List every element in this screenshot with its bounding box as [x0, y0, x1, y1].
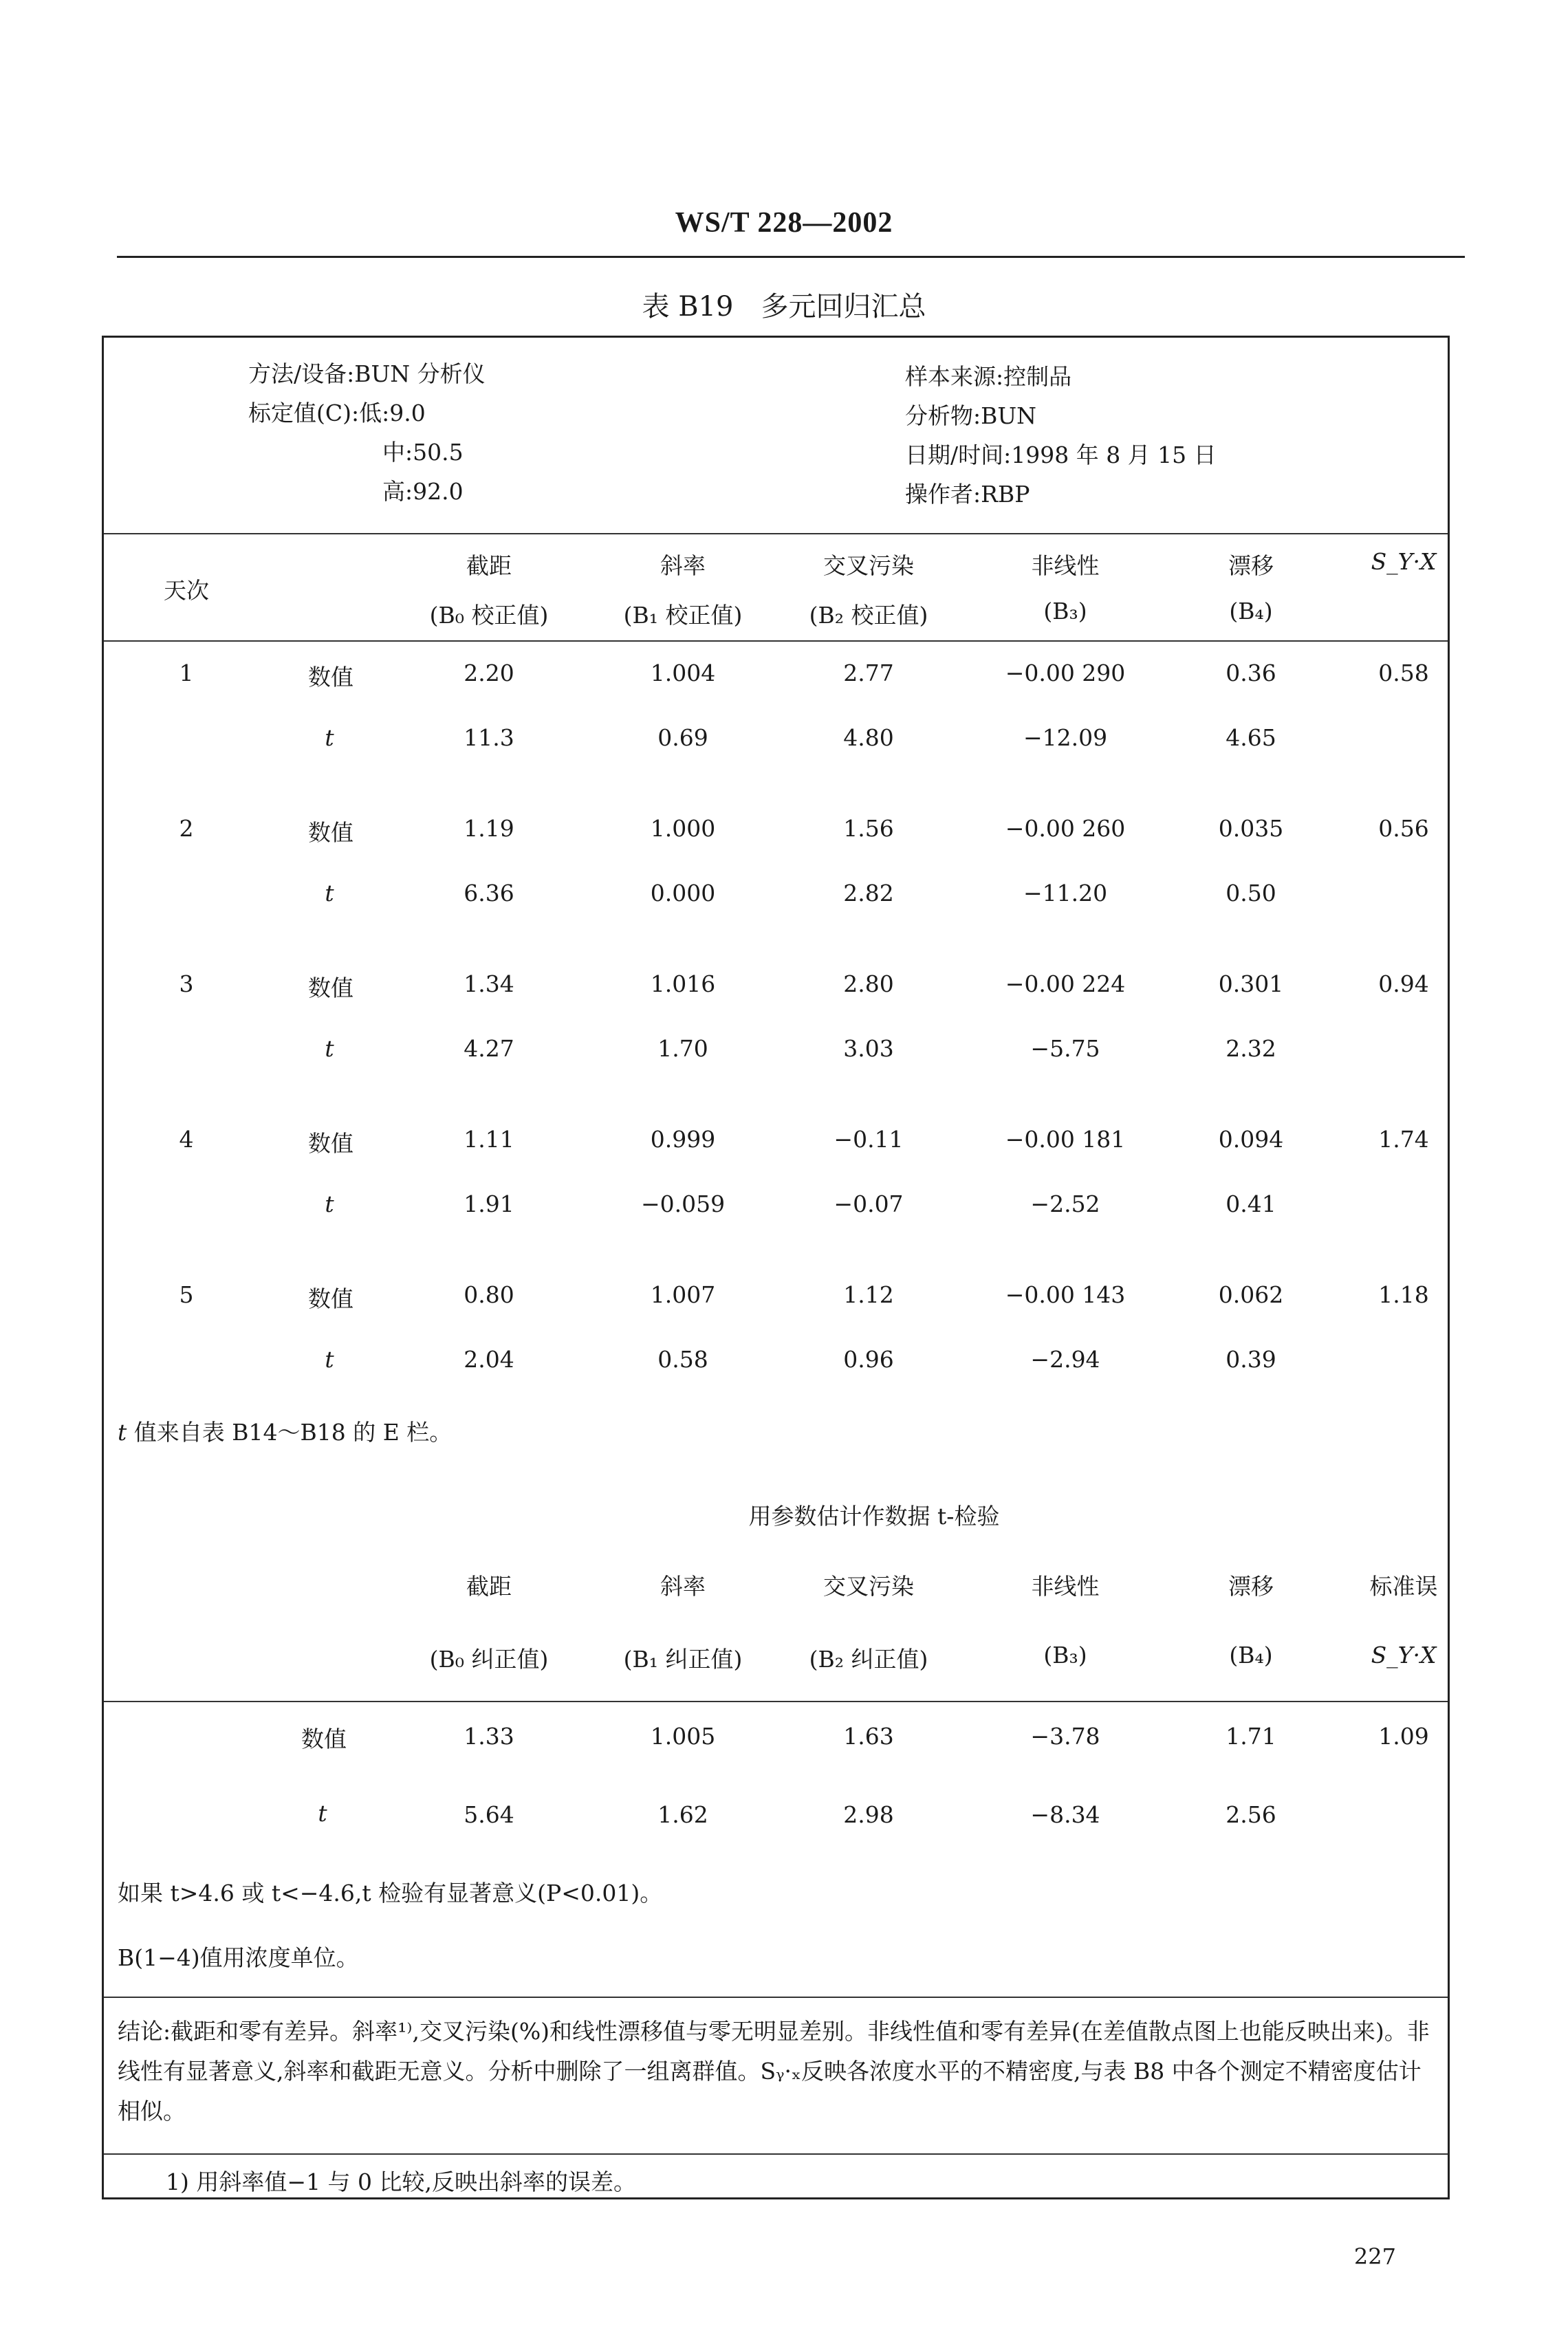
- table1-col-subheader-2: (B₂ 校正值): [809, 602, 928, 629]
- table1-row-label-value: 数值: [308, 819, 353, 846]
- table1-t-cell: 4.27: [464, 1035, 514, 1062]
- table1-value-cell: −0.00 260: [1005, 815, 1126, 842]
- meta-date: 日期/时间:1998 年 8 月 15 日: [905, 442, 1217, 468]
- table1-value-cell: 0.56: [1378, 815, 1429, 842]
- table1-value-cell: 2.80: [843, 970, 894, 997]
- table1-value-cell: 1.74: [1378, 1126, 1429, 1153]
- table1-t-cell: −5.75: [1030, 1035, 1100, 1062]
- table2-col-subheader-1: (B₁ 纠正值): [623, 1646, 743, 1673]
- table1-value-cell: 1.34: [464, 970, 514, 997]
- table1-row-label-t: t: [325, 1035, 334, 1062]
- table2-value-cell: 1.71: [1226, 1723, 1276, 1750]
- table1-col-header-3: 非线性: [1031, 552, 1100, 579]
- table2-t-cell: 2.98: [843, 1801, 894, 1828]
- table1-value-cell: 0.062: [1218, 1281, 1284, 1308]
- table2-t-cell: 1.62: [657, 1801, 708, 1828]
- meta-right: [905, 357, 1217, 514]
- meta-sample-source: 样本来源:控制品: [905, 363, 1072, 390]
- divider-table1-header: [104, 640, 1448, 642]
- table2-col-header-3: 非线性: [1031, 1573, 1100, 1600]
- table1-value-cell: 0.94: [1378, 970, 1429, 997]
- table2-value-cell: 1.63: [843, 1723, 894, 1750]
- table1-day-number: 3: [179, 970, 194, 997]
- table1-t-cell: 1.70: [657, 1035, 708, 1062]
- divider-footnote: [104, 2153, 1448, 2155]
- table1-col-subheader-3: (B₃): [1043, 598, 1087, 624]
- table2-col-header-2: 交叉污染: [823, 1573, 914, 1600]
- table1-row-label-t: t: [325, 880, 334, 906]
- table2-title: 用参数估计作数据 t-检验: [748, 1503, 1000, 1530]
- table1-t-cell: 0.69: [657, 724, 708, 751]
- table1-value-cell: −0.11: [834, 1126, 904, 1153]
- table2-col-header-1: 斜率: [660, 1573, 706, 1600]
- table2-value-cell: −3.78: [1030, 1723, 1100, 1750]
- page-header: WS/T 228—2002: [675, 207, 893, 239]
- table1-t-cell: 0.41: [1226, 1191, 1276, 1217]
- table2-value-cell: 1.33: [464, 1723, 514, 1750]
- table1-t-cell: −11.20: [1023, 880, 1108, 906]
- table1-row-label-value: 数值: [308, 664, 353, 691]
- meta-calibration-high: 高:92.0: [382, 478, 464, 505]
- table1-t-cell: −0.059: [640, 1191, 726, 1217]
- meta-calibration-mid: 中:50.5: [382, 439, 464, 466]
- table1-value-cell: 1.004: [650, 660, 716, 686]
- divider-meta: [104, 533, 1448, 534]
- table1-t-cell: 4.65: [1226, 724, 1276, 751]
- table1-value-cell: −0.00 224: [1005, 970, 1126, 997]
- table1-value-cell: 2.77: [843, 660, 894, 686]
- meta-analyte: 分析物:BUN: [905, 402, 1037, 429]
- table1-day-number: 5: [179, 1281, 194, 1308]
- footnote: 1) 用斜率值−1 与 0 比较,反映出斜率的误差。: [166, 2168, 636, 2195]
- table2-note-significance: 如果 t>4.6 或 t<−4.6,t 检验有显著意义(P<0.01)。: [118, 1880, 663, 1906]
- table1-col-subheader-1: (B₁ 校正值): [623, 602, 743, 629]
- table1-value-cell: 1.000: [650, 815, 716, 842]
- table1-col-header-1: 斜率: [660, 552, 706, 579]
- table1-value-cell: 0.999: [650, 1126, 716, 1153]
- table2-col-subheader-5: S_Y·X: [1371, 1642, 1437, 1668]
- table1-t-cell: 0.58: [657, 1346, 708, 1373]
- conclusion-text: 结论:截距和零有差异。斜率¹⁾,交叉污染(%)和线性漂移值与零无明显差别。非线性值和零有差异(在差值散点图上也能反映出来)。非线性有显著意义,斜率和截距无意义。分析中删除了一组离群值。Sᵧ·ₓ反映各浓度水平的不精密度,与表 B8 中各个测定不精密度估计相似。: [118, 2018, 1430, 2124]
- meta-operator: 操作者:RBP: [905, 481, 1030, 508]
- table1-value-cell: 1.18: [1378, 1281, 1429, 1308]
- table1-value-cell: −0.00 290: [1005, 660, 1126, 686]
- table1-value-cell: −0.00 181: [1005, 1126, 1126, 1153]
- table1-day-number: 2: [179, 815, 194, 842]
- meta-calibration-low: 标定值(C):低:9.0: [248, 400, 426, 426]
- table1-row-label-value: 数值: [308, 1285, 353, 1312]
- header-rule: [117, 256, 1465, 258]
- table1-t-cell: 0.000: [650, 880, 716, 906]
- table2-row-label-t: t: [318, 1800, 327, 1827]
- table1-value-cell: 0.094: [1218, 1126, 1284, 1153]
- table-caption: 表 B19 多元回归汇总: [642, 291, 926, 323]
- table1-value-cell: 0.58: [1378, 660, 1429, 686]
- table1-footnote: t 值来自表 B14～B18 的 E 栏。: [118, 1419, 453, 1446]
- table1-t-cell: 2.32: [1226, 1035, 1276, 1062]
- table1-value-cell: 1.56: [843, 815, 894, 842]
- table1-t-cell: 2.82: [843, 880, 894, 906]
- table1-row-label-t: t: [325, 1346, 334, 1373]
- table1-row-label-t: t: [325, 724, 334, 751]
- meta-method: 方法/设备:BUN 分析仪: [248, 360, 486, 387]
- table1-t-cell: 1.91: [464, 1191, 514, 1217]
- table2-col-subheader-4: (B₄): [1229, 1642, 1273, 1668]
- table1-t-cell: 0.50: [1226, 880, 1276, 906]
- table2-col-header-0: 截距: [466, 1573, 512, 1600]
- divider-conclusion: [104, 1997, 1448, 1998]
- table1-value-cell: 2.20: [464, 660, 514, 686]
- table1-col-header-4: 漂移: [1228, 552, 1274, 579]
- table1-row-label-value: 数值: [308, 975, 353, 1001]
- table2-col-header-4: 漂移: [1228, 1573, 1274, 1600]
- table1-col-header-0: 截距: [466, 552, 512, 579]
- table1-t-cell: 6.36: [464, 880, 514, 906]
- table2-col-header-5: 标准误: [1369, 1573, 1438, 1600]
- table1-t-cell: −12.09: [1023, 724, 1108, 751]
- table2-t-cell: −8.34: [1030, 1801, 1100, 1828]
- meta-left: [248, 354, 486, 511]
- table1-value-cell: 0.36: [1226, 660, 1276, 686]
- table1-t-cell: −2.94: [1030, 1346, 1100, 1373]
- table1-t-cell: 0.39: [1226, 1346, 1276, 1373]
- table1-col-header-5: S_Y·X: [1371, 548, 1437, 575]
- table1-day-header: 天次: [164, 577, 209, 604]
- table1-value-cell: 0.80: [464, 1281, 514, 1308]
- table1-value-cell: 0.301: [1218, 970, 1284, 997]
- table1-value-cell: 0.035: [1218, 815, 1284, 842]
- table1-col-header-2: 交叉污染: [823, 552, 914, 579]
- table2-col-subheader-0: (B₀ 纠正值): [429, 1646, 549, 1673]
- table2-col-subheader-2: (B₂ 纠正值): [809, 1646, 928, 1673]
- table1-col-subheader-4: (B₄): [1229, 598, 1273, 624]
- divider-table2-header: [104, 1701, 1448, 1702]
- table1-t-cell: 11.3: [464, 724, 514, 751]
- table2-row-label-value: 数值: [301, 1726, 347, 1752]
- table1-col-subheader-0: (B₀ 校正值): [429, 602, 549, 629]
- table1-t-cell: −2.52: [1030, 1191, 1100, 1217]
- page-number: 227: [1353, 2243, 1396, 2270]
- table2-value-cell: 1.09: [1378, 1723, 1429, 1750]
- table1-row-label-value: 数值: [308, 1130, 353, 1157]
- table2-col-subheader-3: (B₃): [1043, 1642, 1087, 1668]
- table2-value-cell: 1.005: [650, 1723, 716, 1750]
- table2-t-cell: 2.56: [1226, 1801, 1276, 1828]
- table2-t-cell: 5.64: [464, 1801, 514, 1828]
- table1-t-cell: 4.80: [843, 724, 894, 751]
- table1-value-cell: 1.016: [650, 970, 716, 997]
- table1-day-number: 1: [179, 660, 194, 686]
- table-frame: [102, 336, 1450, 2199]
- table1-row-label-t: t: [325, 1191, 334, 1217]
- table1-t-cell: 3.03: [843, 1035, 894, 1062]
- table1-day-number: 4: [179, 1126, 194, 1153]
- table1-value-cell: −0.00 143: [1005, 1281, 1126, 1308]
- table1-value-cell: 1.12: [843, 1281, 894, 1308]
- table1-t-cell: 0.96: [843, 1346, 894, 1373]
- table1-t-cell: −0.07: [834, 1191, 904, 1217]
- table1-value-cell: 1.19: [464, 815, 514, 842]
- table1-value-cell: 1.007: [650, 1281, 716, 1308]
- table2-note-units: B(1−4)值用浓度单位。: [118, 1944, 359, 1971]
- table1-value-cell: 1.11: [464, 1126, 514, 1153]
- table1-t-cell: 2.04: [464, 1346, 514, 1373]
